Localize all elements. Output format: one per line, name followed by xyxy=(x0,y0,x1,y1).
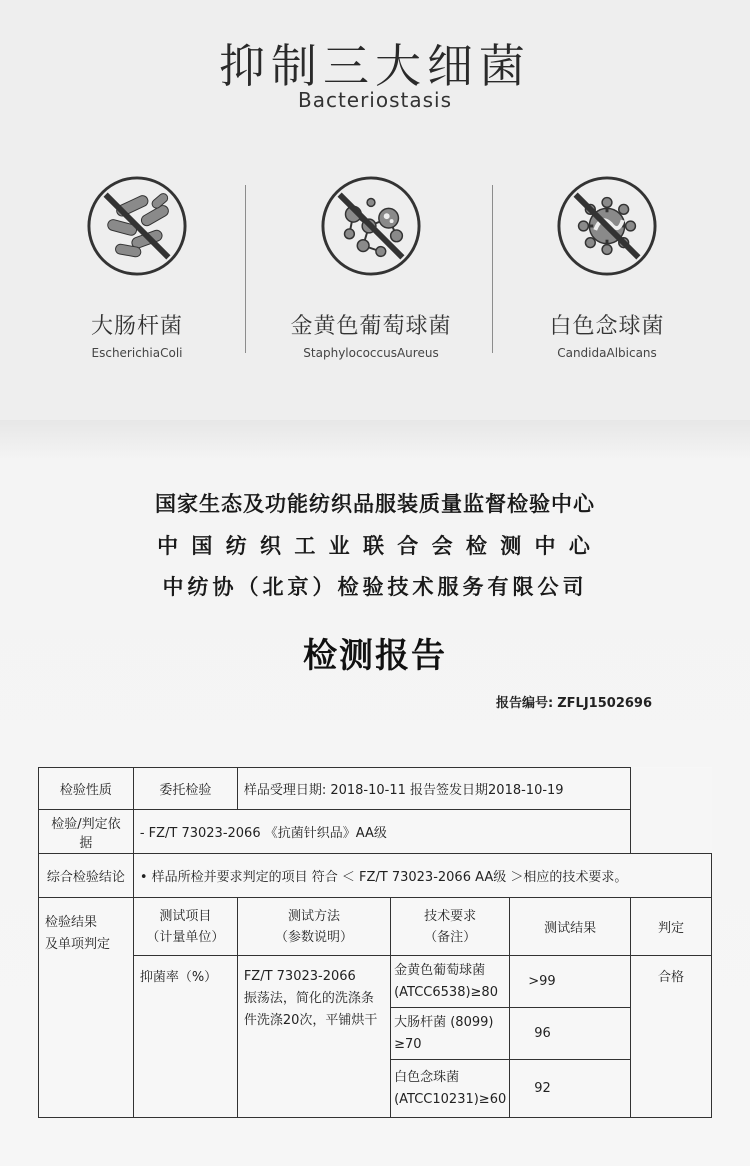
header-item: 测试项目 （计量单位） xyxy=(133,898,237,956)
requirement-value: 大肠杆菌 (8099) ≥70 xyxy=(391,1008,510,1060)
table-row xyxy=(39,854,712,898)
table-row xyxy=(39,810,712,854)
page-subtitle: Bacteriostasis xyxy=(297,88,453,112)
rod-bacteria-crossed-icon xyxy=(86,175,188,277)
basis-label: 检验/判定依据 xyxy=(39,810,134,854)
result-value: >99 xyxy=(510,956,631,1008)
fungus-bacteria-crossed-icon xyxy=(556,175,658,277)
requirement-value: 金黄色葡萄球菌 (ATCC6538)≥80 xyxy=(391,956,510,1008)
report-number-value: ZFLJ1502696 xyxy=(557,696,652,711)
basis-value: - FZ/T 73023-2066 《抗菌针织品》AA级 xyxy=(133,810,630,854)
bacteria-en-label: StaphylococcusAureus xyxy=(303,346,439,360)
result-value: 92 xyxy=(510,1060,631,1118)
bacteria-en-label: CandidaAlbicans xyxy=(557,346,657,360)
requirement-value: 白色念珠菌 (ATCC10231)≥60 xyxy=(391,1060,510,1118)
conclusion-label: 综合检验结论 xyxy=(39,854,134,898)
empty-cell xyxy=(630,810,711,854)
org-line-1: 国家生态及功能纺织品服装质量监督检验中心 xyxy=(155,492,595,516)
bacteria-cn-label: 金黄色葡萄球菌 xyxy=(290,314,452,339)
report-title: 检测报告 xyxy=(303,636,447,676)
bacteria-cn-label: 白色念球菌 xyxy=(549,314,665,339)
bacteria-item-staph xyxy=(251,175,491,360)
nature-label: 检验性质 xyxy=(39,768,134,810)
table-row xyxy=(39,956,712,1008)
org-line-2: 中 国 纺 织 工 业 联 合 会 检 测 中 心 xyxy=(157,534,593,558)
bacteria-item-candida xyxy=(487,175,727,360)
judgement-value: 合格 xyxy=(630,956,711,1118)
header-requirement: 技术要求 （备注） xyxy=(391,898,510,956)
method-value: FZ/T 73023-2066 振荡法，简化的洗涤条件洗涤20次，平铺烘干 xyxy=(237,956,390,1118)
result-value: 96 xyxy=(510,1008,631,1060)
bacteria-item-ecoli xyxy=(17,175,257,360)
report-number-label: 报告编号: xyxy=(496,696,554,711)
org-line-3: 中纺协（北京）检验技术服务有限公司 xyxy=(162,575,588,599)
cocci-bacteria-crossed-icon xyxy=(320,175,422,277)
conclusion-value: • 样品所检并要求判定的项目 符合 ＜ FZ/T 73023-2066 AA级 ＞相应的技术要求。 xyxy=(133,854,711,898)
result-label: 检验结果 及单项判定 xyxy=(39,898,134,1118)
report-number xyxy=(492,692,652,711)
table-row xyxy=(39,768,712,810)
nature-value: 委托检验 xyxy=(133,768,237,810)
page-title: 抑制三大细菌 xyxy=(219,39,531,93)
divider xyxy=(245,185,246,353)
header-judgement: 判定 xyxy=(630,898,711,956)
header-result: 测试结果 xyxy=(510,898,631,956)
empty-cell xyxy=(630,768,711,810)
report-table xyxy=(38,767,712,1118)
bacteria-en-label: EscherichiaColi xyxy=(91,346,183,360)
item-value: 抑菌率（%） xyxy=(133,956,237,1118)
dates-value: 样品受理日期: 2018-10-11 报告签发日期2018-10-19 xyxy=(237,768,630,810)
header-method: 测试方法 （参数说明） xyxy=(237,898,390,956)
table-header-row xyxy=(39,898,712,956)
bacteriostasis-section xyxy=(0,0,750,420)
bacteria-cn-label: 大肠杆菌 xyxy=(90,314,183,339)
